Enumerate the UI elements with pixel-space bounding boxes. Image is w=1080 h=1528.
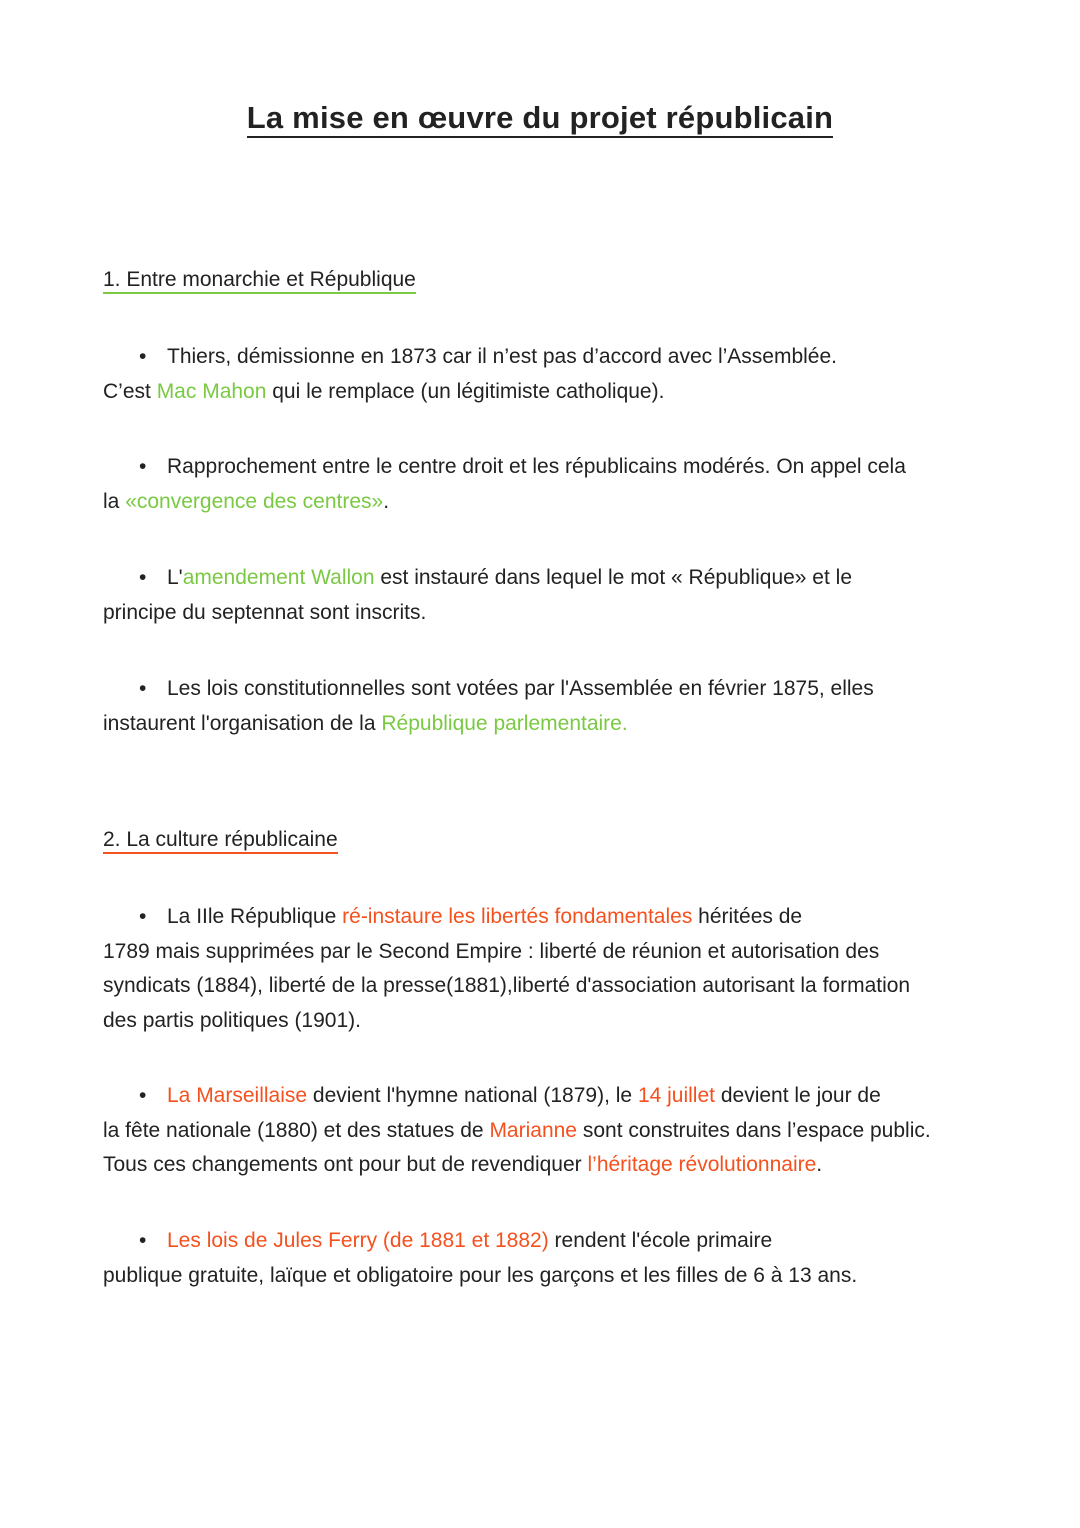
- text: sont construites dans l’espace public.: [577, 1118, 931, 1142]
- text: Tous ces changements ont pour but de revendiquer: [103, 1153, 588, 1176]
- list-item: [103, 450, 983, 519]
- bullet-icon: •: [139, 345, 147, 368]
- list-item: [103, 561, 983, 630]
- bullet-icon: •: [139, 677, 147, 700]
- text: 1789 mais supprimées par le Second Empire : liberté de réunion et autorisation des: [103, 939, 880, 963]
- text: la: [103, 489, 126, 513]
- section-heading-1: 1. Entre monarchie et République: [103, 268, 416, 294]
- text: publique gratuite, laïque et obligatoire pour les garçons et les filles de 6 à 13 ans.: [103, 1263, 858, 1287]
- highlight-orange: Les lois de Jules Ferry (de 1881 et 1882): [167, 1229, 549, 1252]
- text: des partis politiques (1901).: [103, 1008, 361, 1032]
- highlight-green: «convergence des centres»: [125, 489, 384, 513]
- text: instaurent l'organisation de la: [103, 711, 382, 735]
- section-heading-2: 2. La culture républicaine: [103, 828, 338, 854]
- bullet-icon: •: [139, 1084, 147, 1107]
- list-item: [103, 1224, 983, 1293]
- list-item: [103, 672, 983, 741]
- page-title-text: La mise en œuvre du projet républicain: [247, 100, 833, 138]
- text: la fête nationale (1880) et des statues de: [103, 1118, 490, 1142]
- bullet-icon: •: [139, 566, 147, 589]
- list-item: [103, 1079, 983, 1183]
- highlight-orange: Marianne: [489, 1118, 577, 1142]
- list-item: [103, 340, 983, 409]
- highlight-orange: La Marseillaise: [167, 1084, 308, 1107]
- highlight-green: République parlementaire.: [381, 711, 628, 735]
- list-item: [103, 900, 983, 1038]
- text: héritées de: [692, 905, 803, 928]
- text: Les lois constitutionnelles sont votées par l'Assemblée en février 1875, elles: [167, 677, 874, 700]
- text: L': [167, 566, 183, 589]
- text: syndicats (1884), liberté de la presse(1881),liberté d'association autorisant la formation: [103, 974, 911, 997]
- text: Thiers, démissionne en 1873 car il n’est pas d’accord avec l’Assemblée.: [167, 345, 838, 368]
- highlight-orange: ré-instaure les libertés fondamentales: [342, 905, 693, 928]
- bullet-icon: •: [139, 1229, 147, 1252]
- text: devient le jour de: [715, 1084, 881, 1107]
- text: qui le remplace (un légitimiste catholique).: [266, 379, 665, 403]
- bullet-icon: •: [139, 905, 147, 928]
- highlight-orange: 14 juillet: [637, 1084, 715, 1107]
- text: est instauré dans lequel le mot « République» et le: [374, 566, 853, 589]
- text: Rapprochement entre le centre droit et les républicains modérés. On appel cela: [167, 455, 906, 478]
- text: C’est: [103, 379, 157, 403]
- text: .: [816, 1153, 823, 1176]
- highlight-green: amendement Wallon: [182, 566, 375, 589]
- page-title: [0, 100, 1080, 136]
- text: rendent l'école primaire: [548, 1229, 773, 1252]
- highlight-orange: l’héritage révolutionnaire: [587, 1153, 817, 1176]
- text: .: [383, 489, 390, 513]
- text: principe du septennat sont inscrits.: [103, 600, 427, 624]
- text: La IIle République: [167, 905, 343, 928]
- text: devient l'hymne national (1879), le: [307, 1084, 638, 1107]
- bullet-icon: •: [139, 455, 147, 478]
- highlight-green: Mac Mahon: [156, 379, 267, 403]
